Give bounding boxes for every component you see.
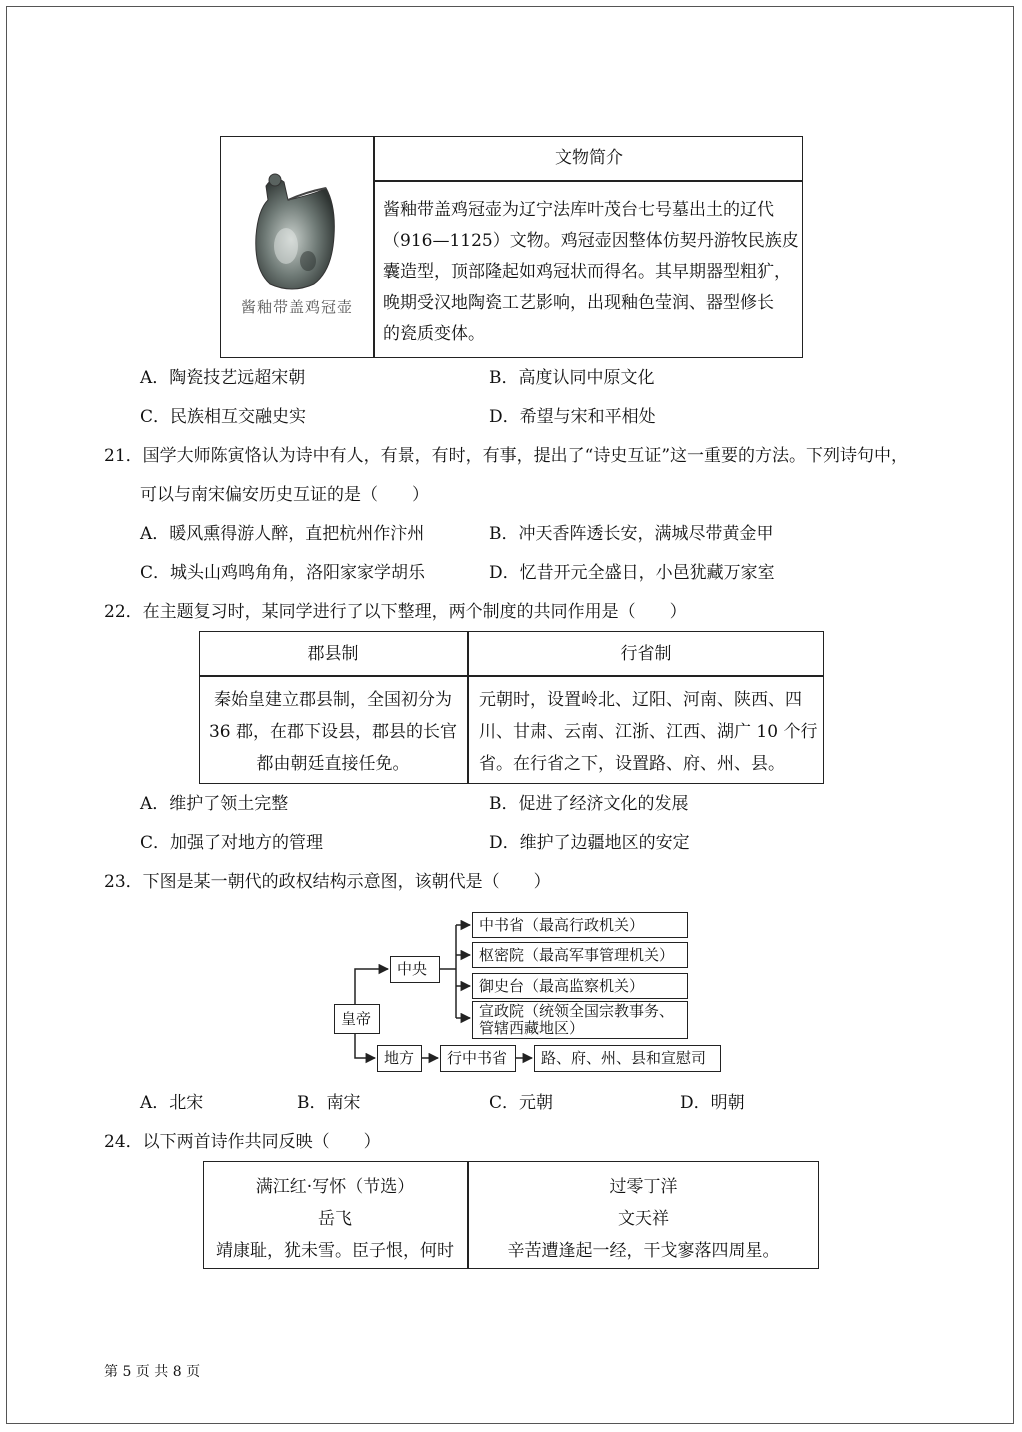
intro-line: 晚期受汉地陶瓷工艺影响，出现釉色莹润、器型修长: [383, 293, 774, 313]
intro-line: 囊造型，顶部隆起如鸡冠状而得名。其早期器型粗犷，: [383, 262, 791, 282]
table-line: 36 郡，在郡下设县，郡县的长官: [208, 722, 458, 742]
poem-author: 岳飞: [318, 1209, 352, 1229]
sublevels-box: 路、府、州、县和宣慰司: [534, 1045, 721, 1072]
q20-option-c[interactable]: C．民族相互交融史实: [140, 407, 307, 427]
local-box: 地方: [377, 1045, 422, 1072]
q23-option-b[interactable]: B．南宋: [297, 1093, 361, 1113]
table-line: 川、甘肃、云南、江浙、江西、湖广 10 个行: [479, 722, 818, 742]
table-line: 元朝时，设置岭北、辽阳、河南、陕西、四: [479, 690, 802, 710]
q21-option-c[interactable]: C．城头山鸡鸣角角，洛阳家家学胡乐: [140, 563, 426, 583]
q21-option-b[interactable]: B．冲天香阵透长安，满城尽带黄金甲: [489, 524, 774, 544]
q23-stem: 23．下图是某一朝代的政权结构示意图，该朝代是（ ）: [104, 872, 551, 892]
poem-title: 满江红·写怀（节选）: [255, 1177, 415, 1197]
shumi-box: 枢密院（最高军事管理机关）: [472, 942, 688, 968]
q20-option-a[interactable]: A．陶瓷技艺远超宋朝: [140, 368, 306, 388]
poem-wentianxiang: [468, 1171, 819, 1267]
central-box: 中央: [390, 956, 440, 983]
q23-option-a[interactable]: A．北宋: [140, 1093, 204, 1113]
table-header-xingsheng: 行省制: [620, 644, 672, 664]
q23-option-c[interactable]: C．元朝: [489, 1093, 554, 1113]
intro-line: 的瓷质变体。: [383, 324, 485, 344]
q22-option-a[interactable]: A．维护了领土完整: [140, 794, 289, 814]
q21-stem-line1: 21．国学大师陈寅恪认为诗中有人，有景，有时，有事，提出了“诗史互证”这一重要的方法。下列诗句中，: [104, 446, 909, 466]
intro-header: 文物简介: [555, 148, 623, 168]
q22-stem: 22．在主题复习时，某同学进行了以下整理，两个制度的共同作用是（ ）: [104, 602, 687, 622]
poem-line: 辛苦遭逢起一经，干戈寥落四周星。: [507, 1241, 780, 1261]
poem-title: 过零丁洋: [609, 1177, 678, 1197]
province-box: 行中书省: [440, 1045, 516, 1072]
xuanzheng-line: 管辖西藏地区）: [479, 1019, 585, 1037]
xuanzheng-box: [472, 1001, 688, 1039]
table-line: 都由朝廷直接任免。: [256, 754, 410, 774]
emperor-box: 皇帝: [334, 1004, 380, 1034]
yushi-box: 御史台（最高监察机关）: [472, 973, 688, 999]
zhongshu-box: 中书省（最高行政机关）: [472, 912, 688, 938]
q21-stem-line2: 可以与南宋偏安历史互证的是（ ）: [140, 485, 429, 505]
q22-option-b[interactable]: B．促进了经济文化的发展: [489, 794, 689, 814]
q20-option-d[interactable]: D．希望与宋和平相处: [489, 407, 656, 427]
table-line: 秦始皇建立郡县制，全国初分为: [214, 690, 452, 710]
q22-option-c[interactable]: C．加强了对地方的管理: [140, 833, 324, 853]
q24-stem: 24．以下两首诗作共同反映（ ）: [104, 1132, 381, 1152]
intro-line: 酱釉带盖鸡冠壶为辽宁法库叶茂台七号墓出土的辽代: [383, 200, 774, 220]
q22-option-d[interactable]: D．维护了边疆地区的安定: [489, 833, 690, 853]
q20-option-b[interactable]: B．高度认同中原文化: [489, 368, 655, 388]
xuanzheng-line: 宣政院（统领全国宗教事务、: [479, 1002, 675, 1020]
poem-line: 靖康耻，犹未雪。臣子恨，何时: [216, 1241, 454, 1261]
poem-yuefei: [203, 1171, 467, 1267]
q21-option-a[interactable]: A．暖风熏得游人醉，直把杭州作汴州: [140, 524, 425, 544]
intro-line: （916—1125）文物。鸡冠壶因整体仿契丹游牧民族皮: [383, 231, 799, 251]
page-number: 第 5 页 共 8 页: [104, 1364, 201, 1380]
poem-author: 文天祥: [618, 1209, 669, 1229]
q23-option-d[interactable]: D．明朝: [680, 1093, 745, 1113]
artifact-caption: 酱釉带盖鸡冠壶: [240, 298, 353, 316]
table-header-junxian: 郡县制: [307, 644, 359, 664]
table-line: 省。在行省之下，设置路、府、州、县。: [479, 754, 785, 774]
q21-option-d[interactable]: D．忆昔开元全盛日，小邑犹藏万家室: [489, 563, 775, 583]
